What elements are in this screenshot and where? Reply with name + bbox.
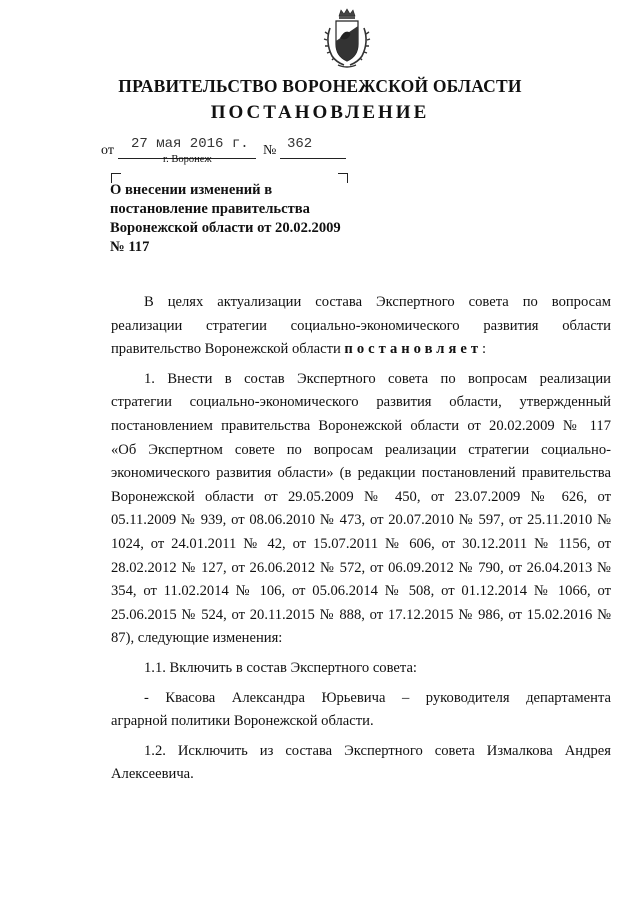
item1-line: «Об Экспертном совете по вопросам реализации стратегии социально-	[111, 441, 611, 458]
subject-line: № 117	[110, 239, 150, 255]
item1-2-line: 1.2. Исключить из состава Экспертного совета Измалкова Андрея	[144, 742, 611, 759]
number-value: 362	[287, 136, 313, 152]
item1-line: 354, от 11.02.2014 № 106, от 05.06.2014 № 508, от 01.12.2014 № 1066, от	[111, 583, 611, 600]
intro-line: правительство Воронежской области	[111, 341, 341, 358]
item1-line: Воронежской области от 29.05.2009 № 450, от 23.07.2009 № 626, от	[111, 488, 611, 505]
item1-line: 87), следующие изменения:	[111, 630, 283, 647]
item1-line: стратегии социально-экономического развития области, утвержденный	[111, 394, 611, 411]
item1-1-entry-line: - Квасова Александра Юрьевича – руководителя департамента	[144, 689, 611, 706]
item1-1-entry-line: аграрной политики Воронежской области.	[111, 713, 374, 730]
document-type: ПОСТАНОВЛЕНИЕ	[210, 102, 430, 123]
item1-line: 25.06.2015 № 524, от 20.11.2015 № 888, от 17.12.2015 № 986, от 15.02.2016 №	[111, 606, 611, 623]
intro-line: реализации стратегии социально-экономического развития области	[111, 317, 611, 334]
item1-line: постановлением правительства Воронежской области от 20.02.2009 № 117	[111, 417, 611, 434]
decree-colon: :	[482, 341, 487, 358]
subject-line: постановление правительства	[110, 201, 310, 217]
date-value: 27 мая 2016 г.	[131, 136, 249, 152]
intro-line-final	[111, 338, 611, 362]
number-prefix: №	[263, 143, 277, 158]
item1-line: 1. Внести в состав Экспертного совета по вопросам реализации	[144, 370, 611, 387]
subject-block	[110, 181, 350, 257]
item1-line: 05.11.2009 № 939, от 08.06.2010 № 473, от 20.07.2010 № 597, от 25.11.2010 №	[111, 512, 611, 529]
city-label: г. Воронеж	[163, 154, 212, 165]
date-prefix: от	[101, 143, 114, 158]
subject-line: О внесении изменений в	[110, 182, 273, 198]
document-body	[111, 291, 611, 787]
decree-word: постановляет	[344, 341, 483, 358]
item1-line: 1024, от 24.01.2011 № 42, от 15.07.2011 № 606, от 30.12.2011 № 1156, от	[111, 535, 611, 552]
subject-line: Воронежской области от 20.02.2009	[110, 220, 341, 236]
item1-line: экономического развития области» (в редакции постановлений правительства	[111, 465, 611, 482]
government-name: ПРАВИТЕЛЬСТВО ВОРОНЕЖСКОЙ ОБЛАСТИ	[118, 76, 522, 96]
item1-line: 28.02.2012 № 127, от 26.06.2012 № 572, от 06.09.2012 № 790, от 26.04.2013 №	[111, 559, 611, 576]
item1-1-line: 1.1. Включить в состав Экспертного совета:	[144, 659, 417, 676]
voronezh-coat-of-arms-icon	[322, 8, 372, 70]
item1-2-line: Алексеевича.	[111, 766, 194, 783]
number-underline	[280, 158, 346, 159]
intro-line: В целях актуализации состава Экспертного совета по вопросам	[144, 294, 611, 310]
